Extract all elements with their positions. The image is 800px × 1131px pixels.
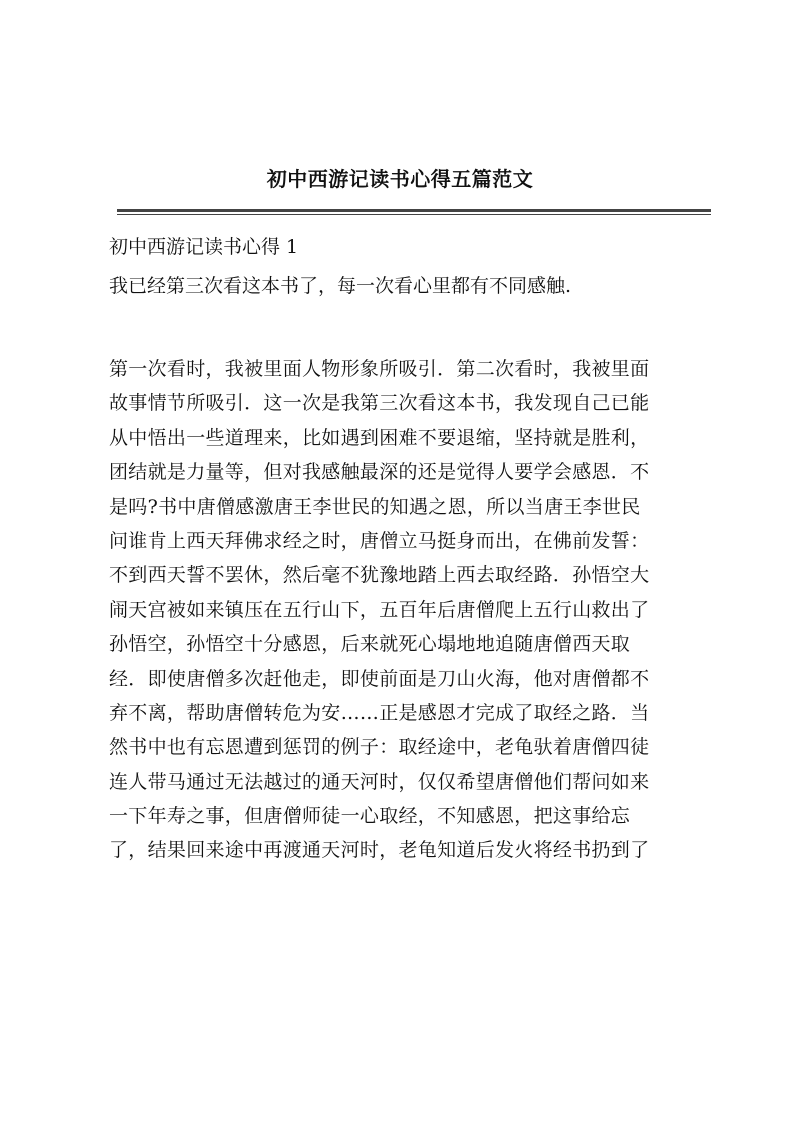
title-divider	[117, 209, 711, 212]
body-line: 故事情节所吸引．这一次是我第三次看这本书，我发现自己已能	[109, 392, 650, 415]
body-line: 经．即使唐僧多次赶他走，即使前面是刀山火海，他对唐僧都不	[109, 667, 650, 690]
title-divider-thin	[117, 214, 711, 215]
body-paragraph	[109, 354, 709, 870]
body-line: 问谁肯上西天拜佛求经之时，唐僧立马挺身而出，在佛前发誓：	[109, 529, 650, 552]
body-line: 团结就是力量等，但对我感触最深的还是觉得人要学会感恩．不	[109, 461, 650, 484]
body-line: 闹天宫被如来镇压在五行山下，五百年后唐僧爬上五行山救出了	[109, 598, 650, 621]
body-line: 不到西天誓不罢休，然后毫不犹豫地踏上西去取经路．孙悟空大	[109, 564, 650, 587]
body-line: 弃不离，帮助唐僧转危为安……正是感恩才完成了取经之路．当	[109, 701, 650, 724]
body-line: 是吗?书中唐僧感激唐王李世民的知遇之恩，所以当唐王李世民	[109, 495, 641, 518]
body-line: 然书中也有忘恩遭到惩罚的例子：取经途中，老龟驮着唐僧四徒	[109, 736, 650, 759]
body-line: 第一次看时，我被里面人物形象所吸引．第二次看时，我被里面	[109, 358, 650, 380]
section-heading: 初中西游记读书心得 1	[109, 236, 299, 258]
body-line: 从中悟出一些道理来，比如遇到困难不要退缩，坚持就是胜利，	[109, 426, 650, 449]
page-title: 初中西游记读书心得五篇范文	[266, 167, 534, 191]
body-line: 孙悟空，孙悟空十分感恩，后来就死心塌地地追随唐僧西天取	[109, 633, 631, 656]
body-line: 连人带马通过无法越过的通天河时，仅仅希望唐僧他们帮问如来	[109, 770, 650, 793]
body-line: 一下年寿之事，但唐僧师徒一心取经，不知感恩，把这事给忘	[109, 805, 631, 828]
intro-paragraph: 我已经第三次看这本书了，每一次看心里都有不同感触.	[109, 275, 572, 297]
body-line: 了，结果回来途中再渡通天河时，老龟知道后发火将经书扔到了	[109, 839, 650, 862]
